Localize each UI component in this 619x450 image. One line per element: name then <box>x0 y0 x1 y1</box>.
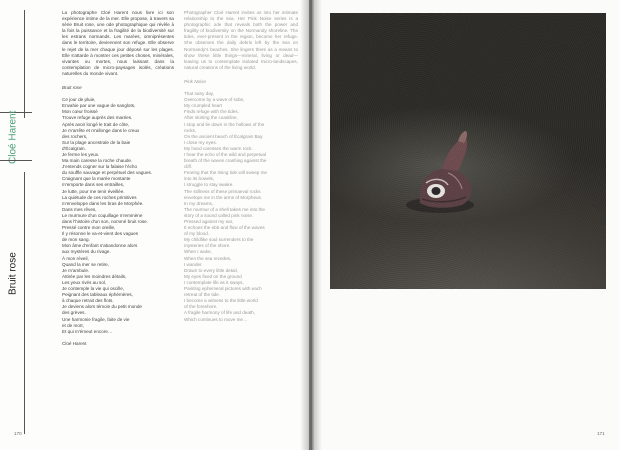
series-title-label: Bruit rose <box>7 252 19 296</box>
french-poem-line: Je m'ambule. <box>62 267 90 273</box>
french-poem-line: et de mort, <box>62 322 84 328</box>
french-poem-line: Mon âme d'enfant s'abandonne alors <box>62 243 138 249</box>
english-poem-line: mysteries of the shore. <box>184 243 231 249</box>
french-poem-line: Trouve refuge auprès des marées. <box>62 115 133 121</box>
english-intro: Photographer Cloé Harent invites us into her intimate relationship to the sea. Her Pink Noise series is a photographic ode that reveals both the power and fragility of biodiversity on the Normandy shoreline. The tides, ever-present in the region, become her refuge. She observes the daily debris left by the sea on Normandy's beaches. She lingers there as a means to show these little things—mineral, living or dead—leaving us to contemplate isolated micro-landscapes, natural creations of the living world. <box>184 10 298 70</box>
french-poem-line: Quand la mer se retire, <box>62 261 109 267</box>
english-poem-line: I hear the echo of the wild and perpetual <box>184 151 266 157</box>
signature: Cloé Harent <box>62 340 87 346</box>
french-poem-line: Je lutte, pour me tenir éveillée. <box>62 188 125 194</box>
english-poem-line: breath of the waves crashing against the <box>184 158 267 164</box>
french-poem-line: Craignant que la marée montante <box>62 176 131 182</box>
french-poem-lines <box>62 97 174 335</box>
english-poem-line: I stop and lie down in the hollows of the <box>184 121 265 127</box>
english-poem-line: When the sea recedes, <box>184 255 232 261</box>
shell-icon <box>330 13 606 289</box>
french-poem-line: m'emporte dans ses entrailles, <box>62 182 125 188</box>
english-poem-line: story of a sound called pink noise. <box>184 212 254 218</box>
french-poem-line: dans l'histoire d'un son, nommé bruit rose. <box>62 219 149 224</box>
page-number-left: 170 <box>14 431 22 436</box>
english-poem-line: On the ancient beach of Écalgrain Bay. <box>184 133 264 139</box>
english-poem-line: My crumpled heart <box>184 103 223 109</box>
french-poem-line: aux mystères du rivage. <box>62 249 111 255</box>
english-poem-line: retreat of the tide. <box>184 292 221 298</box>
french-poem-line: Et qui m'émeut encore… <box>62 328 113 334</box>
french-poem-title: Bruit rose <box>62 85 82 91</box>
english-poem-line: envelops me in the arms of Morpheus. <box>184 194 263 200</box>
english-poem-line: In my dreams, <box>184 200 214 206</box>
french-poem-line: d'Écalgrain. <box>62 145 86 151</box>
shell-photograph <box>330 13 606 289</box>
english-poem-line: My childlike soul surrenders to the <box>184 237 254 243</box>
english-poem-line: When I wake, <box>184 249 212 255</box>
french-poem-line: Les yeux rivés au sol, <box>62 279 107 285</box>
french-poem-line: Je ferme les yeux. <box>62 151 100 157</box>
english-poem-line: After skirting the coastline, <box>184 115 238 121</box>
french-poem-line: À mon réveil, <box>62 255 89 261</box>
gutter-shadow-right <box>312 0 322 450</box>
french-poem-line: Sur la plage ancestrale de la baie <box>62 139 131 145</box>
french-poem-line: Le murmure d'un coquillage m'emmène <box>62 212 143 218</box>
page-number-right: 171 <box>597 431 605 436</box>
french-poem-line: Je contemple la vie qui oscille, <box>62 286 125 292</box>
french-poem-line: Je deviens alors témoin du petit monde <box>62 304 142 310</box>
side-rule-bottom <box>0 160 32 161</box>
english-poem-line: Pressed against my ear, <box>184 219 234 224</box>
english-poem-line: rocks, <box>184 127 197 133</box>
french-poem-line: du souffle sauvage et perpétuel des vagues. <box>62 170 153 176</box>
english-poem-line: of the foreshore. <box>184 304 218 310</box>
french-poem-line: Peignant des tableaux éphémères, <box>62 292 133 298</box>
french-poem-line: des rochers, <box>62 133 88 139</box>
french-poem-line: J'entends cogner sur la falaise l'écho <box>62 164 138 170</box>
english-poem-lines <box>184 91 298 323</box>
french-intro: La photographe Cloé Harent nous livre ici son expérience intime de la mer. Elle propose, à travers sa série Bruit rose, une ode photographique qui révèle à la fois la puissance et la fragilité de la biodiversité sur les estrans normands. Les marées, omniprésentes dans le territoire, deviennent son refuge. Elle observe le rejet de la mer chaque jour déposé sur les plages. Elle s'attarde à montrer ces petites choses, minérales, vivantes ou mortes, nous laissant dans la contemplation de micro-paysages isolés, créations naturelles du monde vivant. <box>62 10 174 76</box>
english-poem-line: Finds refuge with the tides. <box>184 109 239 115</box>
english-poem-line: A fragile harmony of life and death, <box>184 310 255 316</box>
english-poem-line: I wander. <box>184 261 203 267</box>
french-poem-line: Attirée par les moindres détails, <box>62 273 127 279</box>
french-poem-line: Il y résonne le va-et-vient des vagues <box>62 231 139 237</box>
french-poem-line: Après avoir longé le trait de côte, <box>62 121 130 127</box>
french-poem-line: m'enveloppe dans les bras de Morphée. <box>62 200 144 206</box>
english-poem-title: Pink Noise <box>184 78 206 84</box>
french-poem-line: à chaque retrait des flots. <box>62 298 114 304</box>
french-poem-line: Envahie par une vague de sanglots, <box>62 103 136 109</box>
french-poem-line: Pressé contre mon oreille, <box>62 225 116 231</box>
side-rule-top <box>24 10 25 118</box>
english-poem-line: I struggle to stay awake. <box>184 182 234 188</box>
french-poem-line: Ce jour de pluie, <box>62 97 96 103</box>
english-poem-line: It echoes the ebb and flow of the waves <box>184 225 265 231</box>
french-poem-line: Une harmonie fragile, faite de vie <box>62 316 130 322</box>
english-poem-line: Which continues to move me… <box>184 316 248 322</box>
french-column <box>62 10 174 347</box>
english-poem-line: of my blood. <box>184 231 210 237</box>
english-poem-line: I contemplate life as it sways, <box>184 279 244 285</box>
french-poem-line: de mon sang. <box>62 237 90 243</box>
english-poem-line: My eyes fixed on the ground <box>184 273 242 279</box>
english-poem-line: The stillness of these primaeval rocks <box>184 188 261 194</box>
author-label: Cloé Harent <box>7 110 19 164</box>
english-poem-line: I close my eyes. <box>184 139 217 145</box>
english-poem-line: That rainy day, <box>184 91 215 97</box>
english-poem-line: Overcome by a wave of sobs, <box>184 97 245 103</box>
french-poem-line: des grèves. <box>62 310 86 316</box>
english-poem-line: Painting ephemeral pictures with each <box>184 286 262 292</box>
english-poem-line: Fearing that the rising tide will sweep me <box>184 170 267 176</box>
french-poem-line: Je m'arrête et m'allonge dans le creux <box>62 127 140 133</box>
english-poem-line: Drawn to every little detail, <box>184 267 238 273</box>
english-poem-line: I become a witness to the little world <box>184 298 258 304</box>
english-column <box>184 10 298 323</box>
side-rule-low <box>24 172 25 434</box>
french-poem-line: La quiétude de ces roches primitives <box>62 194 137 200</box>
english-poem-line: The murmur of a shell takes me into the <box>184 206 265 212</box>
english-poem-line: into its bowels, <box>184 176 215 182</box>
french-poem-line: Mon cœur froissé <box>62 109 98 115</box>
french-poem-line: Dans mes rêves, <box>62 206 97 212</box>
english-poem-line: My hand caresses the warm rock. <box>184 145 253 151</box>
french-poem-line: Ma main caresse la roche chaude. <box>62 158 133 164</box>
english-poem-line: cliff. <box>184 164 193 170</box>
